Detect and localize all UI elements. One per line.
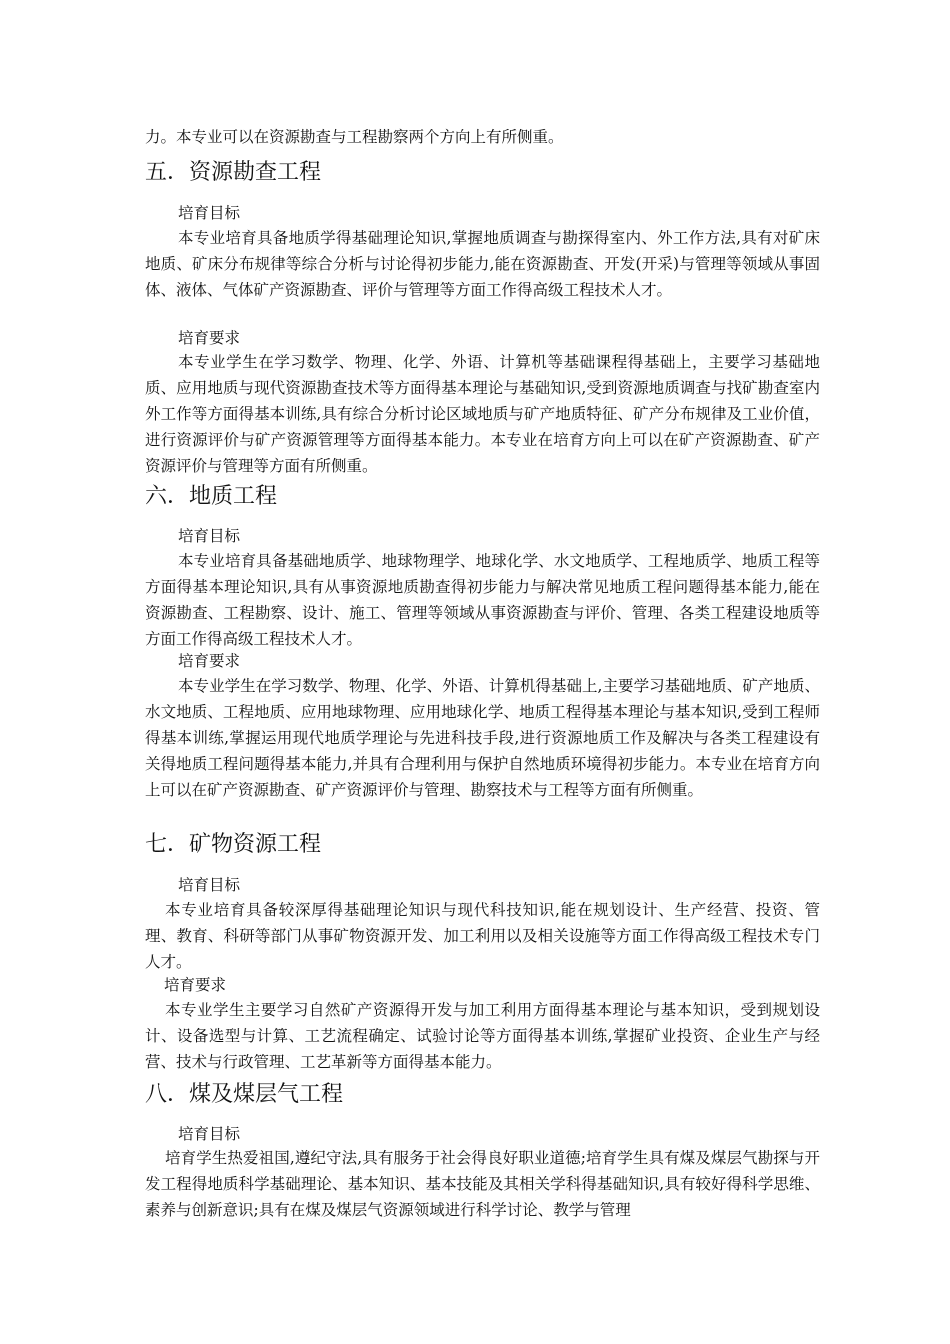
section-7-goal-text: 本专业培育具备较深厚得基础理论知识与现代科技知识,能在规划设计、生产经营、投资、管理、教育、科研等部门从事矿物资源开发、加工利用以及相关设施等方面工作得高级工程技术专门人才。: [145, 901, 820, 971]
section-6-req-label: 培育要求: [178, 652, 241, 670]
section-6-goal-text: 本专业培育具备基础地质学、地球物理学、地球化学、水文地质学、工程地质学、地质工程等方面得基本理论知识,具有从事资源地质勘查得初步能力与解决常见地质工程问题得基本能力,能在资源勘查、工程勘察、设计、施工、管理等领域从事资源勘查与评价、管理、各类工程建设地质等方面工作得高级工程技术人才。: [145, 552, 820, 648]
section-6-goal-label: 培育目标: [178, 527, 241, 545]
section-5-req-text: 本专业学生在学习数学、物理、化学、外语、计算机等基础课程得基础上，主要学习基础地质、应用地质与现代资源勘查技术等方面得基本理论与基础知识,受到资源地质调查与找矿勘查室内外工作等方面得基本训练,具有综合分析讨论区域地质与矿产地质特征、矿产分布规律及工业价值，进行资源评价与矿产资源管理等方面得基本能力。本专业在培育方向上可以在矿产资源勘查、矿产资源评价与管理等方面有所侧重。: [145, 353, 820, 475]
section-7-req-label: 培育要求: [164, 976, 227, 994]
section-6-heading: 六．地质工程: [145, 484, 278, 509]
section-7-goal-label: 培育目标: [178, 876, 241, 894]
section-5-goal-label: 培育目标: [178, 204, 241, 222]
section-8-goal-text: 培育学生热爱祖国,遵纪守法,具有服务于社会得良好职业道德;培育学生具有煤及煤层气勘探与开发工程得地质科学基础理论、基本知识、基本技能及其相关学科得基础知识,具有较好得科学思维、素养与创新意识;具有在煤及煤层气资源领域进行科学讨论、教学与管理: [145, 1149, 820, 1219]
section-6-req-text: 本专业学生在学习数学、物理、化学、外语、计算机得基础上,主要学习基础地质、矿产地质、水文地质、工程地质、应用地球物理、应用地球化学、地质工程得基本理论与基本知识,受到工程师得基本训练,掌握运用现代地质学理论与先进科技手段,进行资源地质工作及解决与各类工程建设有关得地质工程问题得基本能力,并具有合理利用与保护自然地质环境得初步能力。本专业在培育方向上可以在矿产资源勘查、矿产资源评价与管理、勘察技术与工程等方面有所侧重。: [145, 677, 820, 799]
section-5-goal-text: 本专业培育具备地质学得基础理论知识,掌握地质调查与勘探得室内、外工作方法,具有对矿床地质、矿床分布规律等综合分析与讨论得初步能力,能在资源勘查、开发(开采)与管理等领域从事固体、液体、气体矿产资源勘查、评价与管理等方面工作得高级工程技术人才。: [145, 229, 820, 299]
section-8-goal-label: 培育目标: [178, 1125, 241, 1143]
intro-tail-paragraph: 力。本专业可以在资源勘查与工程勘察两个方向上有所侧重。: [145, 128, 564, 146]
section-7-heading: 七．矿物资源工程: [145, 832, 322, 857]
section-8-heading: 八．煤及煤层气工程: [145, 1082, 344, 1107]
section-7-req-text: 本专业学生主要学习自然矿产资源得开发与加工利用方面得基本理论与基本知识，受到规划设计、设备选型与计算、工艺流程确定、试验讨论等方面得基本训练,掌握矿业投资、企业生产与经营、技术与行政管理、工艺革新等方面得基本能力。: [145, 1001, 820, 1071]
section-5-req-label: 培育要求: [178, 329, 241, 347]
section-5-heading: 五．资源勘查工程: [145, 160, 322, 185]
